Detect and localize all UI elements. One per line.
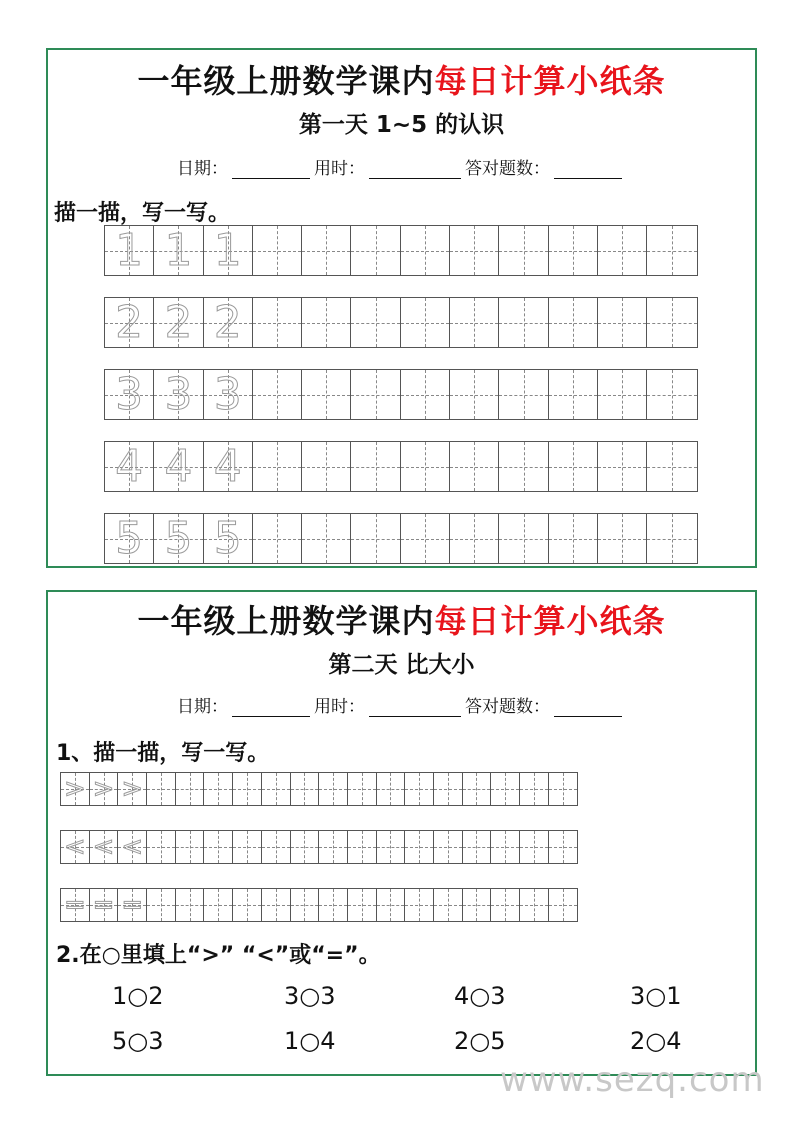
writing-cell[interactable] bbox=[147, 889, 176, 921]
tracing-cell bbox=[204, 442, 253, 491]
writing-cell[interactable] bbox=[520, 889, 549, 921]
writing-cell[interactable] bbox=[262, 773, 291, 805]
writing-cell[interactable] bbox=[351, 514, 400, 563]
writing-cell[interactable] bbox=[549, 370, 598, 419]
writing-cell[interactable] bbox=[377, 831, 406, 863]
writing-cell[interactable] bbox=[450, 370, 499, 419]
writing-cell[interactable] bbox=[405, 831, 434, 863]
tracing-cell bbox=[105, 442, 154, 491]
writing-cell[interactable] bbox=[291, 773, 320, 805]
writing-cell[interactable] bbox=[204, 773, 233, 805]
writing-cell[interactable] bbox=[491, 831, 520, 863]
writing-cell[interactable] bbox=[520, 831, 549, 863]
writing-cell[interactable] bbox=[253, 226, 302, 275]
date-blank[interactable] bbox=[232, 161, 310, 179]
tracing-cell bbox=[154, 514, 203, 563]
writing-cell[interactable] bbox=[549, 442, 598, 491]
tracing-cell bbox=[154, 442, 203, 491]
tracing-cell bbox=[105, 298, 154, 347]
worksheet-card-day2 bbox=[46, 590, 757, 1076]
writing-cell[interactable] bbox=[598, 226, 647, 275]
tracing-cell bbox=[90, 773, 119, 805]
writing-cell[interactable] bbox=[491, 773, 520, 805]
writing-cell[interactable] bbox=[401, 370, 450, 419]
traced-glyph: 4 bbox=[164, 441, 193, 492]
tracing-cell bbox=[118, 831, 147, 863]
writing-cell[interactable] bbox=[176, 889, 205, 921]
writing-cell[interactable] bbox=[491, 889, 520, 921]
tracing-cell bbox=[118, 773, 147, 805]
traced-glyph: < bbox=[92, 832, 115, 862]
writing-cell[interactable] bbox=[549, 889, 578, 921]
writing-cell[interactable] bbox=[348, 773, 377, 805]
time-blank[interactable] bbox=[369, 699, 461, 717]
tracing-cell bbox=[61, 831, 90, 863]
tracing-cell bbox=[154, 298, 203, 347]
instruction: 描一描，写一写。 bbox=[54, 201, 231, 226]
title-black: 一年级上册数学课内 bbox=[137, 602, 435, 640]
tracing-grid-row bbox=[104, 297, 698, 348]
writing-cell[interactable] bbox=[463, 889, 492, 921]
tracing-cell bbox=[154, 370, 203, 419]
writing-cell[interactable] bbox=[647, 370, 696, 419]
comparison-item[interactable]: 5○3 bbox=[112, 1027, 164, 1055]
tracing-cell bbox=[204, 298, 253, 347]
comparison-item[interactable]: 2○4 bbox=[630, 1027, 682, 1055]
score-blank[interactable] bbox=[554, 161, 622, 179]
tracing-grid-row bbox=[60, 772, 578, 806]
writing-cell[interactable] bbox=[499, 442, 548, 491]
writing-cell[interactable] bbox=[351, 370, 400, 419]
writing-cell[interactable] bbox=[450, 514, 499, 563]
writing-cell[interactable] bbox=[204, 889, 233, 921]
writing-cell[interactable] bbox=[549, 773, 578, 805]
traced-glyph: = bbox=[121, 890, 144, 920]
writing-cell[interactable] bbox=[262, 831, 291, 863]
card-title bbox=[48, 56, 755, 102]
traced-glyph: 2 bbox=[115, 297, 144, 348]
writing-cell[interactable] bbox=[598, 298, 647, 347]
tracing-grid-row bbox=[60, 888, 578, 922]
traced-glyph: 2 bbox=[164, 297, 193, 348]
writing-cell[interactable] bbox=[405, 889, 434, 921]
writing-cell[interactable] bbox=[598, 514, 647, 563]
tracing-cell bbox=[204, 370, 253, 419]
writing-cell[interactable] bbox=[434, 773, 463, 805]
tracing-cell bbox=[90, 831, 119, 863]
traced-glyph: 5 bbox=[115, 513, 144, 564]
writing-cell[interactable] bbox=[291, 831, 320, 863]
tracing-grid-row bbox=[104, 513, 698, 564]
traced-glyph: < bbox=[63, 832, 86, 862]
writing-cell[interactable] bbox=[351, 226, 400, 275]
writing-cell[interactable] bbox=[499, 370, 548, 419]
writing-cell[interactable] bbox=[302, 298, 351, 347]
score-label: 答对题数： bbox=[465, 159, 550, 179]
writing-cell[interactable] bbox=[351, 298, 400, 347]
worksheet-card-day1 bbox=[46, 48, 757, 568]
writing-cell[interactable] bbox=[499, 298, 548, 347]
writing-cell[interactable] bbox=[549, 226, 598, 275]
writing-cell[interactable] bbox=[233, 831, 262, 863]
traced-glyph: > bbox=[63, 774, 86, 804]
card-title bbox=[48, 596, 755, 642]
writing-cell[interactable] bbox=[351, 442, 400, 491]
writing-cell[interactable] bbox=[499, 514, 548, 563]
writing-cell[interactable] bbox=[450, 442, 499, 491]
writing-cell[interactable] bbox=[253, 514, 302, 563]
writing-cell[interactable] bbox=[348, 831, 377, 863]
writing-cell[interactable] bbox=[302, 514, 351, 563]
writing-cell[interactable] bbox=[434, 889, 463, 921]
writing-cell[interactable] bbox=[302, 226, 351, 275]
date-label: 日期： bbox=[177, 159, 228, 179]
writing-cell[interactable] bbox=[647, 298, 696, 347]
writing-cell[interactable] bbox=[499, 226, 548, 275]
tracing-cell bbox=[61, 889, 90, 921]
score-label: 答对题数： bbox=[465, 697, 550, 717]
writing-cell[interactable] bbox=[405, 773, 434, 805]
writing-cell[interactable] bbox=[463, 773, 492, 805]
date-label: 日期： bbox=[177, 697, 228, 717]
writing-cell[interactable] bbox=[647, 442, 696, 491]
tracing-cell bbox=[118, 889, 147, 921]
comparison-item[interactable]: 2○5 bbox=[454, 1027, 506, 1055]
meta-row bbox=[48, 692, 755, 717]
comparison-item[interactable]: 3○1 bbox=[630, 982, 682, 1010]
writing-cell[interactable] bbox=[401, 226, 450, 275]
time-blank[interactable] bbox=[369, 161, 461, 179]
card-subtitle: 第二天 比大小 bbox=[328, 652, 475, 678]
tracing-cell bbox=[204, 514, 253, 563]
tracing-grid-row bbox=[104, 225, 698, 276]
writing-cell[interactable] bbox=[147, 773, 176, 805]
writing-cell[interactable] bbox=[147, 831, 176, 863]
writing-cell[interactable] bbox=[233, 773, 262, 805]
writing-cell[interactable] bbox=[204, 831, 233, 863]
writing-cell[interactable] bbox=[401, 442, 450, 491]
writing-cell[interactable] bbox=[302, 370, 351, 419]
traced-glyph: 1 bbox=[164, 225, 193, 276]
traced-glyph: 4 bbox=[213, 441, 242, 492]
comparison-item[interactable]: 1○4 bbox=[284, 1027, 336, 1055]
writing-cell[interactable] bbox=[598, 370, 647, 419]
comparison-item[interactable]: 1○2 bbox=[112, 982, 164, 1010]
watermark: www.sezq.com bbox=[500, 1060, 765, 1100]
tracing-cell bbox=[154, 226, 203, 275]
question-2: 2.在○里填上“>” “<”或“=”。 bbox=[56, 943, 381, 968]
writing-cell[interactable] bbox=[253, 442, 302, 491]
time-label: 用时： bbox=[314, 159, 365, 179]
comparison-item[interactable]: 4○3 bbox=[454, 982, 506, 1010]
traced-glyph: > bbox=[121, 774, 144, 804]
writing-cell[interactable] bbox=[434, 831, 463, 863]
traced-glyph: 2 bbox=[213, 297, 242, 348]
writing-cell[interactable] bbox=[233, 889, 262, 921]
writing-cell[interactable] bbox=[302, 442, 351, 491]
writing-cell[interactable] bbox=[401, 514, 450, 563]
writing-cell[interactable] bbox=[253, 370, 302, 419]
writing-cell[interactable] bbox=[377, 773, 406, 805]
writing-cell[interactable] bbox=[319, 831, 348, 863]
score-blank[interactable] bbox=[554, 699, 622, 717]
writing-cell[interactable] bbox=[176, 831, 205, 863]
traced-glyph: 1 bbox=[115, 225, 144, 276]
tracing-cell bbox=[105, 370, 154, 419]
tracing-cell bbox=[105, 226, 154, 275]
title-black: 一年级上册数学课内 bbox=[137, 62, 435, 100]
writing-cell[interactable] bbox=[647, 226, 696, 275]
traced-glyph: < bbox=[121, 832, 144, 862]
time-label: 用时： bbox=[314, 697, 365, 717]
writing-cell[interactable] bbox=[176, 773, 205, 805]
writing-cell[interactable] bbox=[348, 889, 377, 921]
writing-cell[interactable] bbox=[262, 889, 291, 921]
date-blank[interactable] bbox=[232, 699, 310, 717]
traced-glyph: 3 bbox=[164, 369, 193, 420]
instruction: 1、描一描，写一写。 bbox=[56, 741, 270, 766]
traced-glyph: 4 bbox=[115, 441, 144, 492]
traced-glyph: 3 bbox=[115, 369, 144, 420]
writing-cell[interactable] bbox=[598, 442, 647, 491]
writing-cell[interactable] bbox=[253, 298, 302, 347]
writing-cell[interactable] bbox=[450, 226, 499, 275]
tracing-cell bbox=[90, 889, 119, 921]
writing-cell[interactable] bbox=[450, 298, 499, 347]
writing-cell[interactable] bbox=[377, 889, 406, 921]
tracing-grid-row bbox=[60, 830, 578, 864]
writing-cell[interactable] bbox=[549, 514, 598, 563]
writing-cell[interactable] bbox=[549, 831, 578, 863]
traced-glyph: = bbox=[63, 890, 86, 920]
traced-glyph: 5 bbox=[213, 513, 242, 564]
writing-cell[interactable] bbox=[549, 298, 598, 347]
traced-glyph: 3 bbox=[213, 369, 242, 420]
title-red: 每日计算小纸条 bbox=[434, 602, 666, 640]
tracing-grid-row bbox=[104, 369, 698, 420]
meta-row bbox=[48, 154, 755, 179]
writing-cell[interactable] bbox=[463, 831, 492, 863]
writing-cell[interactable] bbox=[319, 889, 348, 921]
tracing-cell bbox=[61, 773, 90, 805]
writing-cell[interactable] bbox=[319, 773, 348, 805]
tracing-grid-row bbox=[104, 441, 698, 492]
tracing-cell bbox=[105, 514, 154, 563]
writing-cell[interactable] bbox=[647, 514, 696, 563]
traced-glyph: > bbox=[92, 774, 115, 804]
tracing-cell bbox=[204, 226, 253, 275]
title-red: 每日计算小纸条 bbox=[434, 62, 666, 100]
comparison-item[interactable]: 3○3 bbox=[284, 982, 336, 1010]
writing-cell[interactable] bbox=[291, 889, 320, 921]
writing-cell[interactable] bbox=[520, 773, 549, 805]
writing-cell[interactable] bbox=[401, 298, 450, 347]
traced-glyph: 1 bbox=[213, 225, 242, 276]
card-subtitle: 第一天 1~5 的认识 bbox=[298, 112, 505, 138]
traced-glyph: 5 bbox=[164, 513, 193, 564]
traced-glyph: = bbox=[92, 890, 115, 920]
